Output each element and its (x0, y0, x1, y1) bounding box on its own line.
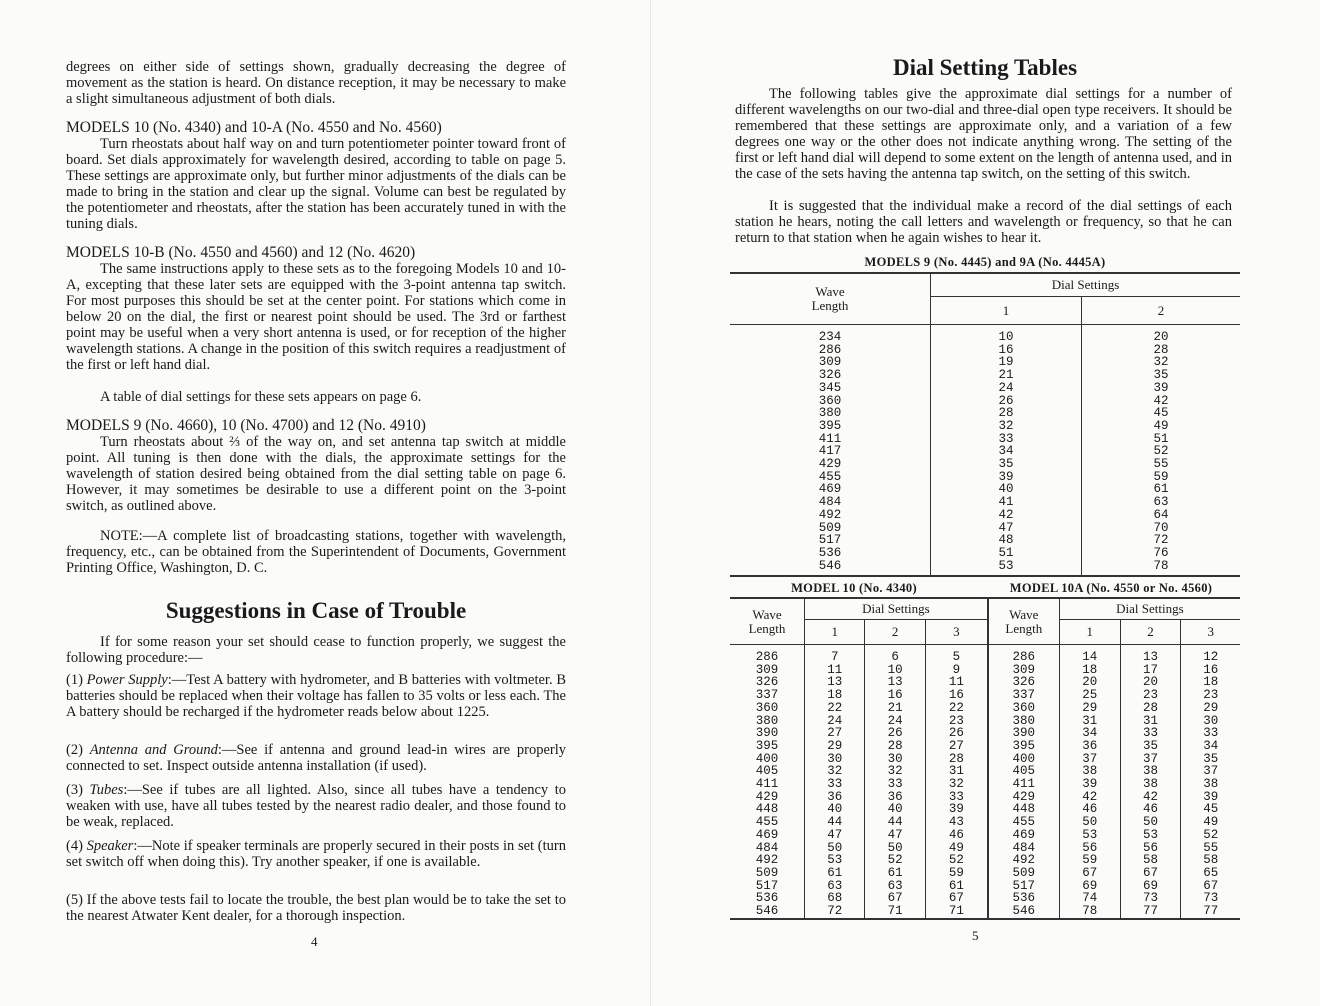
right-page (650, 0, 1320, 1006)
trouble-item-text: :—See if antenna and ground lead-in wires are properly connected to set. Inspect outside antenna installation (if used). (66, 742, 566, 774)
models-9-heading: MODELS 9 (No. 4660), 10 (No. 4700) and 12 (No. 4910) (66, 417, 426, 434)
dial-tables-paragraph-2: It is suggested that the individual make a record of the dial settings of each station he hears, noting the call letters and wavelength or frequency, so that he can return to that station when he again wishes to hear it. (735, 198, 1232, 246)
trouble-item-text: If the above tests fail to locate the trouble, the best plan would be to take the set to the nearest Atwater Kent dealer, for a thorough inspection. (66, 892, 566, 924)
trouble-item-label: Speaker (86, 838, 134, 854)
dial-column-header: 3 (925, 620, 987, 645)
models-10-heading: MODELS 10 (No. 4340) and 10-A (No. 4550 and No. 4560) (66, 119, 442, 136)
wave-length-column: 286 309 326 337 360 380 390 395 400 405 411 429 448 455 469 484 492 509 517 536 546 (730, 645, 805, 919)
table-models-10-10a (730, 597, 1240, 920)
dial-2-column: 13 17 20 23 28 31 33 35 37 38 38 42 46 50 53 56 58 67 69 73 77 (1120, 645, 1181, 919)
intro-paragraph: degrees on either side of settings shown, gradually decreasing the degree of movement as the station is heard. On distance reception, it may be necessary to make a slight simultaneous adjustment of both dials. (66, 59, 566, 107)
trouble-item-number: (2) (66, 742, 90, 758)
trouble-item (66, 838, 566, 870)
trouble-item-text: :—Test A battery with hydrometer, and B batteries with voltmeter. B batteries should be replaced when their voltage has fallen to 35 volts or less each. The A battery should be recharged if the hydrometer reads below about 1225. (66, 672, 566, 720)
wave-length-column: 286 309 326 337 360 380 390 395 400 405 411 429 448 455 469 484 492 509 517 536 546 (988, 645, 1060, 919)
left-page (0, 0, 650, 1006)
dial-3-column: 5 9 11 16 22 23 26 27 28 31 32 33 39 43 46 49 52 59 61 67 71 (925, 645, 987, 919)
trouble-item-number: (4) (66, 838, 87, 854)
table-9-caption: MODELS 9 (No. 4445) and 9A (No. 4445A) (864, 255, 1106, 269)
dial-1-column: 10 16 19 21 24 26 28 32 33 34 35 39 40 41 42 47 48 51 53 (931, 325, 1082, 577)
dial-3-column: 12 16 18 23 29 30 33 34 35 37 38 39 45 49 52 55 58 65 67 73 77 (1181, 645, 1240, 919)
dial-settings-header: Dial Settings (1059, 598, 1240, 620)
trouble-title: Suggestions in Case of Trouble (165, 598, 467, 623)
trouble-item-number: (5) (66, 892, 87, 908)
trouble-item (66, 782, 566, 830)
page-number-left: 4 (311, 934, 318, 949)
dial-column-header: 2 (1082, 297, 1241, 325)
table-models-9 (730, 272, 1240, 577)
trouble-item (66, 742, 566, 774)
dial-2-column: 20 28 32 35 39 42 45 49 51 52 55 59 61 63 64 70 72 76 78 (1082, 325, 1241, 577)
dial-tables-title: Dial Setting Tables (892, 55, 1078, 80)
dial-settings-header: Dial Settings (805, 598, 988, 620)
trouble-item-text: :—Note if speaker terminals are properly secured in their posts in set (turn set switch off when doing this). Try another speaker, if one is available. (66, 838, 566, 870)
dial-1-column: 7 11 13 18 22 24 27 29 30 32 33 36 40 44 47 50 53 61 63 68 72 (805, 645, 865, 919)
models-10b-table-note: A table of dial settings for these sets appears on page 6. (100, 389, 422, 405)
trouble-item-number: (1) (66, 672, 87, 688)
trouble-item-number: (3) (66, 782, 90, 798)
dial-column-header: 1 (931, 297, 1082, 325)
dial-settings-header: Dial Settings (931, 273, 1241, 297)
trouble-item (66, 892, 566, 924)
dial-column-header: 3 (1181, 620, 1240, 645)
trouble-item (66, 672, 566, 720)
models-9-paragraph: Turn rheostats about ⅔ of the way on, and set antenna tap switch at middle point. All tuning is then done with the dials, the approximate settings for the wavelength of station desired being obtained from the dial setting table on page 6. However, it may sometimes be desirable to use a different point on the 3-point switch, as outlined above. (66, 434, 566, 514)
dial-column-header: 1 (805, 620, 865, 645)
dial-2-column: 6 10 13 16 21 24 26 28 30 32 33 36 40 44 47 50 52 61 63 67 71 (865, 645, 925, 919)
trouble-item-label: Power Supply (86, 672, 168, 688)
dial-column-header: 2 (865, 620, 925, 645)
models-10b-heading: MODELS 10-B (No. 4550 and 4560) and 12 (No. 4620) (66, 244, 416, 261)
wave-length-header: Wave Length (730, 273, 931, 325)
dial-column-header: 2 (1120, 620, 1181, 645)
dial-column-header: 1 (1059, 620, 1120, 645)
dial-tables-paragraph-1: The following tables give the approximate dial settings for a number of different wavelengths on our two-dial and three-dial open type receivers. It should be remembered that these settings are approximate only, and a variation of a few degrees one way or the other does not indicate anything wrong. The setting of the first or left hand dial will depend to some extent on the length of antenna used, and in the case of the sets having the antenna tap switch, on the setting of this switch. (735, 86, 1232, 182)
trouble-item-label: Tubes (89, 782, 124, 798)
trouble-item-label: Antenna and Ground (89, 742, 218, 758)
trouble-intro: If for some reason your set should cease to function properly, we suggest the following procedure:— (66, 634, 566, 666)
wave-length-column: 234 286 309 326 345 360 380 395 411 417 429 455 469 484 492 509 517 536 546 (730, 325, 931, 577)
trouble-item-text: :—See if tubes are all lighted. Also, since all tubes have a tendency to weaken with use, have all tubes tested by the nearest radio dealer, and those found to be weak, replaced. (66, 782, 566, 830)
models-10b-paragraph: The same instructions apply to these sets as to the foregoing Models 10 and 10-A, excepting that these later sets are equipped with the 3-point antenna tap switch. For most purposes this should be set at the center point. For stations which come in below 20 on the dial, the first or nearest point should be used. The 3rd or farthest point may be useful when a very short antenna is used, or for reception of the higher wavelength stations. A change in the position of this switch requires a readjustment of the first or left hand dial. (66, 261, 566, 373)
page-number-right: 5 (972, 928, 979, 943)
table-10-caption: MODEL 10 (No. 4340) (791, 581, 917, 595)
note-paragraph: NOTE:—A complete list of broadcasting stations, together with wavelength, frequency, etc., can be obtained from the Superintendent of Documents, Government Printing Office, Washington, D. C. (66, 528, 566, 576)
wave-length-header: Wave Length (730, 598, 805, 645)
table-10a-caption: MODEL 10A (No. 4550 or No. 4560) (1009, 581, 1213, 595)
dial-1-column: 14 18 20 25 29 31 34 36 37 38 39 42 46 50 53 56 59 67 69 74 78 (1059, 645, 1120, 919)
models-10-paragraph: Turn rheostats about half way on and turn potentiometer pointer toward front of board. Set dials approximately for wavelength desired, according to table on page 5. These settings are approximate only, but further minor adjustments of the dials can be made to bring in the station and clear up the signal. Volume can best be regulated by the potentiometer and rheostats, after the station has been accurately tuned in with the tuning dials. (66, 136, 566, 232)
wave-length-header: Wave Length (988, 598, 1060, 645)
